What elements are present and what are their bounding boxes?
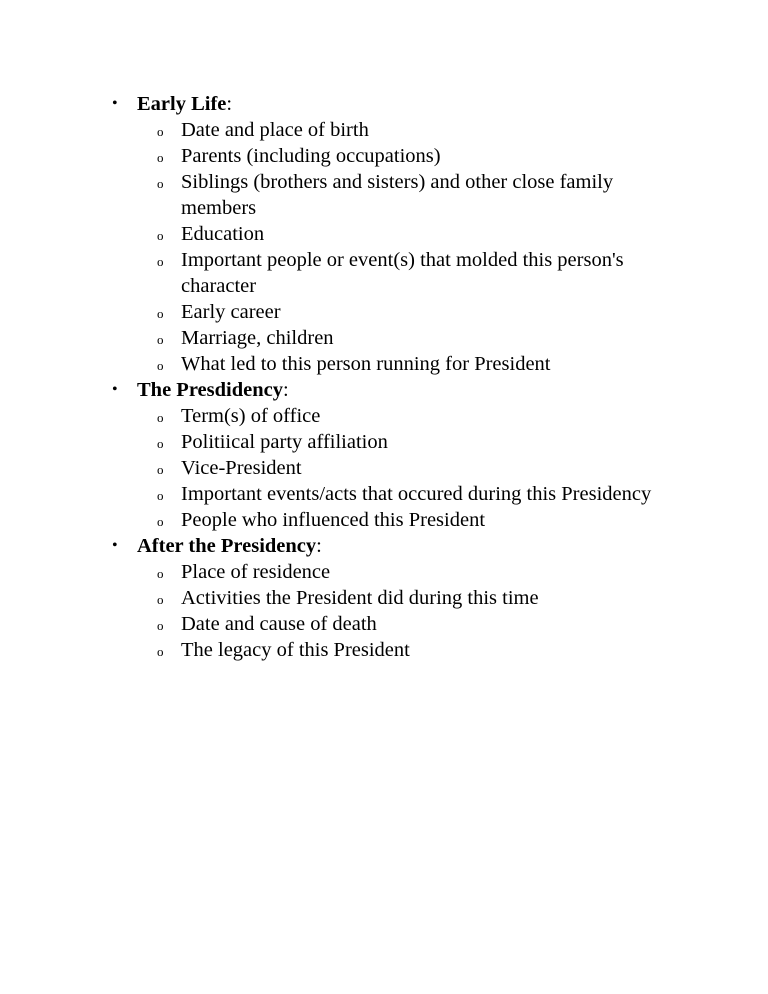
circle-bullet-icon: o: [157, 176, 164, 191]
heading-colon: :: [316, 535, 322, 557]
list-item-text: Siblings (brothers and sisters) and other close family members: [181, 171, 614, 219]
circle-bullet-icon: o: [157, 332, 164, 347]
list-item-text: Date and place of birth: [181, 119, 369, 141]
list-item-text: Politiical party affiliation: [181, 431, 388, 453]
list-item: [137, 585, 681, 611]
list-item: [137, 117, 681, 143]
section-item-list: [137, 559, 712, 663]
section-heading-line: [137, 377, 712, 403]
list-item-text: Place of residence: [181, 561, 331, 583]
list-item: [137, 143, 681, 169]
list-item: [137, 221, 681, 247]
section-heading-line: [137, 91, 712, 117]
list-item-text: Parents (including occupations): [181, 145, 441, 167]
section-heading-line: [137, 533, 712, 559]
outline-section: [112, 377, 712, 533]
list-item: [137, 325, 681, 351]
list-item-text: Date and cause of death: [181, 613, 377, 635]
list-item-text: People who influenced this President: [181, 509, 486, 531]
heading-colon: :: [226, 93, 233, 115]
list-item: [137, 481, 681, 507]
list-item: [137, 169, 681, 221]
section-heading: After the Presidency: [137, 535, 317, 557]
list-item: [137, 611, 681, 637]
list-item-text: Vice-President: [181, 457, 302, 479]
section-heading: Early Life: [137, 93, 227, 115]
list-item: [137, 403, 681, 429]
circle-bullet-icon: o: [157, 618, 164, 633]
list-item: [137, 351, 681, 377]
circle-bullet-icon: o: [157, 410, 164, 425]
bullet-icon: •: [112, 381, 118, 398]
list-item: [137, 559, 681, 585]
outline-section: [112, 533, 712, 663]
circle-bullet-icon: o: [157, 592, 164, 607]
circle-bullet-icon: o: [157, 436, 164, 451]
list-item: [137, 247, 681, 299]
list-item: [137, 507, 681, 533]
list-item-text: Term(s) of office: [181, 405, 321, 427]
circle-bullet-icon: o: [157, 358, 164, 373]
circle-bullet-icon: o: [157, 124, 164, 139]
list-item-text: Early career: [181, 301, 281, 323]
president-report-outline: [112, 91, 712, 663]
list-item-text: What led to this person running for President: [181, 353, 551, 375]
list-item: [137, 429, 681, 455]
circle-bullet-icon: o: [157, 644, 164, 659]
circle-bullet-icon: o: [157, 150, 164, 165]
outline-section: [112, 91, 712, 377]
bullet-icon: •: [112, 95, 118, 112]
list-item-text: The legacy of this President: [181, 639, 410, 661]
circle-bullet-icon: o: [157, 306, 164, 321]
circle-bullet-icon: o: [157, 566, 164, 581]
circle-bullet-icon: o: [157, 462, 164, 477]
section-heading: The Presdidency: [137, 379, 283, 401]
heading-colon: :: [282, 379, 289, 401]
circle-bullet-icon: o: [157, 254, 164, 269]
list-item: [137, 637, 681, 663]
list-item-text: Important events/acts that occured during this Presidency: [181, 483, 652, 505]
list-item: [137, 455, 681, 481]
circle-bullet-icon: o: [157, 514, 164, 529]
list-item-text: Education: [181, 223, 265, 245]
list-item-text: Marriage, children: [181, 327, 334, 349]
bullet-icon: •: [112, 537, 118, 554]
section-item-list: [137, 117, 712, 377]
circle-bullet-icon: o: [157, 488, 164, 503]
list-item-text: Activities the President did during this time: [181, 587, 539, 609]
list-item: [137, 299, 681, 325]
circle-bullet-icon: o: [157, 228, 164, 243]
section-item-list: [137, 403, 712, 533]
list-item-text: Important people or event(s) that molded this person's character: [181, 249, 624, 297]
